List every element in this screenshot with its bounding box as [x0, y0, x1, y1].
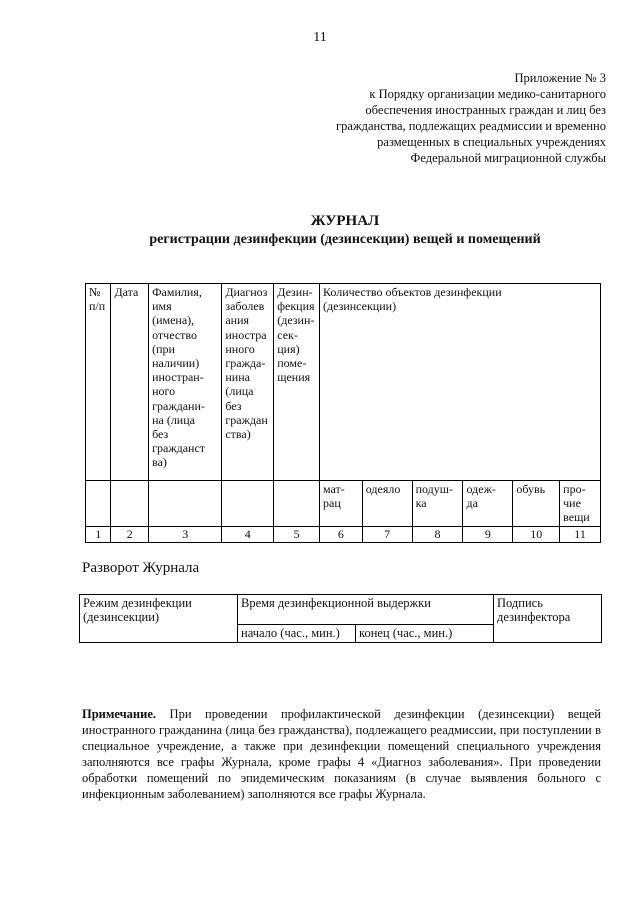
cell-line: Дата [114, 285, 139, 299]
document-title: ЖУРНАЛ [310, 213, 380, 229]
cell-line: на (лица [152, 412, 195, 427]
cell-line: поме- [277, 356, 307, 371]
subheader-mattress [320, 481, 363, 527]
cell-line: гражда- [225, 356, 266, 371]
spread-cell-mode [80, 595, 238, 643]
cell-line: граждани- [152, 398, 205, 413]
header-cell-full-name [149, 284, 222, 481]
empty-cell [149, 481, 222, 527]
cell-line: граждан [225, 412, 268, 427]
cell-line: ва) [152, 455, 167, 470]
empty-cell [274, 481, 320, 527]
cell-line: ция) [277, 341, 300, 356]
header-cell-number [86, 284, 111, 481]
column-number: 11 [560, 526, 601, 542]
column-number: 10 [513, 526, 560, 542]
cell-line: (лица [225, 384, 254, 399]
column-number: 8 [412, 526, 463, 542]
header-cell-room-disinfection [274, 284, 320, 481]
appendix-header [276, 70, 606, 166]
note-label: Примечание. [82, 707, 157, 721]
cell-line: Подпись [497, 596, 543, 610]
appendix-line: гражданства, подлежащих реадмиссии и временно [336, 119, 606, 133]
note [82, 706, 601, 802]
journal-table [85, 283, 601, 543]
appendix-line: к Порядку организации медико-санитарного [369, 87, 606, 101]
appendix-line: обеспечения иностранных граждан и лиц без [365, 103, 606, 117]
column-number: 3 [149, 526, 222, 542]
cell-line: одеж- [466, 482, 496, 496]
column-number: 5 [274, 526, 320, 542]
cell-line: подуш- [415, 482, 454, 496]
empty-cell [86, 481, 111, 527]
spread-title: Разворот Журнала [82, 560, 200, 576]
spread-cell-signature [494, 595, 602, 643]
cell-line: (дезинсекции) [323, 299, 397, 314]
cell-line: (дезин- [277, 313, 315, 328]
cell-line: гражданст [152, 441, 206, 456]
spread-cell-end: конец (час., мин.) [356, 625, 494, 643]
cell-line: отчество [152, 327, 197, 342]
note-text: При проведении профилактической дезинфекции (дезинсекции) вещей иностранного гражданина (лица без гражданства), подлежащего реадмиссии, при поступлении в специальное учреждение, а также при дезинфекции помещений специального учреждения заполняются все графы Журнала, кроме графы 4 «Диагноз заболевания». При проведении обработки помещений по эпидемическим показаниям (в случае выявления больного с инфекционным заболеванием) заполняются все графы Журнала. [82, 707, 601, 801]
cell-line: Время дезинфекционной выдержки [241, 596, 431, 610]
cell-line: Режим дезинфекции [83, 596, 192, 610]
cell-line: иностра [225, 327, 267, 342]
empty-cell [111, 481, 149, 527]
cell-line: вещи [563, 510, 590, 525]
cell-line: ания [225, 313, 250, 328]
cell-line: ного [152, 384, 176, 399]
column-number: 7 [362, 526, 412, 542]
cell-line: (имена), [152, 313, 195, 328]
header-cell-date [111, 284, 149, 481]
page-number: 11 [313, 30, 327, 45]
subheader-other-items [560, 481, 601, 527]
cell-line: одеяло [365, 482, 401, 496]
cell-line: Дезин- [277, 285, 313, 299]
cell-line: ка [415, 496, 427, 511]
spread-cell-exposure-time [238, 595, 494, 625]
subheader-pillow [412, 481, 463, 527]
header-cell-object-count [320, 284, 601, 481]
cell-line: ства) [225, 427, 251, 442]
cell-line: без [152, 427, 169, 442]
cell-line: иностран- [152, 370, 204, 385]
cell-line: чие [563, 496, 581, 511]
subheader-clothes [463, 481, 513, 527]
cell-line: Фамилия, [152, 285, 202, 299]
cell-line: щения [277, 370, 311, 385]
cell-line: имя [152, 299, 172, 314]
cell-line: п/п [89, 299, 106, 314]
column-number: 6 [320, 526, 363, 542]
cell-line: фекция [277, 299, 315, 314]
document-subtitle: регистрации дезинфекции (дезинсекции) вещей и помещений [149, 232, 541, 247]
subheader-blanket [362, 481, 412, 527]
spread-cell-start: начало (час., мин.) [238, 625, 356, 643]
cell-line: рац [323, 496, 341, 511]
column-number: 9 [463, 526, 513, 542]
cell-line: нного [225, 341, 255, 356]
cell-line: да [466, 496, 478, 511]
cell-line: сек- [277, 327, 298, 342]
cell-line: обувь [516, 482, 546, 496]
cell-line: наличии) [152, 356, 200, 371]
cell-line: № [89, 285, 101, 299]
header-cell-diagnosis [222, 284, 274, 481]
cell-line: про- [563, 482, 586, 496]
subheader-footwear [513, 481, 560, 527]
cell-line: Диагноз [225, 285, 268, 299]
column-number: 2 [111, 526, 149, 542]
cell-line: (дезинсекции) [83, 610, 160, 625]
cell-line: нина [225, 370, 250, 385]
cell-line: дезинфектора [497, 610, 571, 625]
cell-line: Количество объектов дезинфекции [323, 285, 502, 299]
cell-line: (при [152, 341, 175, 356]
column-number: 1 [86, 526, 111, 542]
empty-cell [222, 481, 274, 527]
column-number: 4 [222, 526, 274, 542]
spread-table [79, 594, 602, 643]
cell-line: заболев [225, 299, 265, 314]
cell-line: мат- [323, 482, 345, 496]
cell-line: без [225, 398, 242, 413]
appendix-line: размещенных в специальных учреждениях [377, 135, 606, 149]
appendix-line: Федеральной миграционной службы [410, 151, 606, 165]
appendix-line: Приложение № 3 [514, 71, 606, 85]
